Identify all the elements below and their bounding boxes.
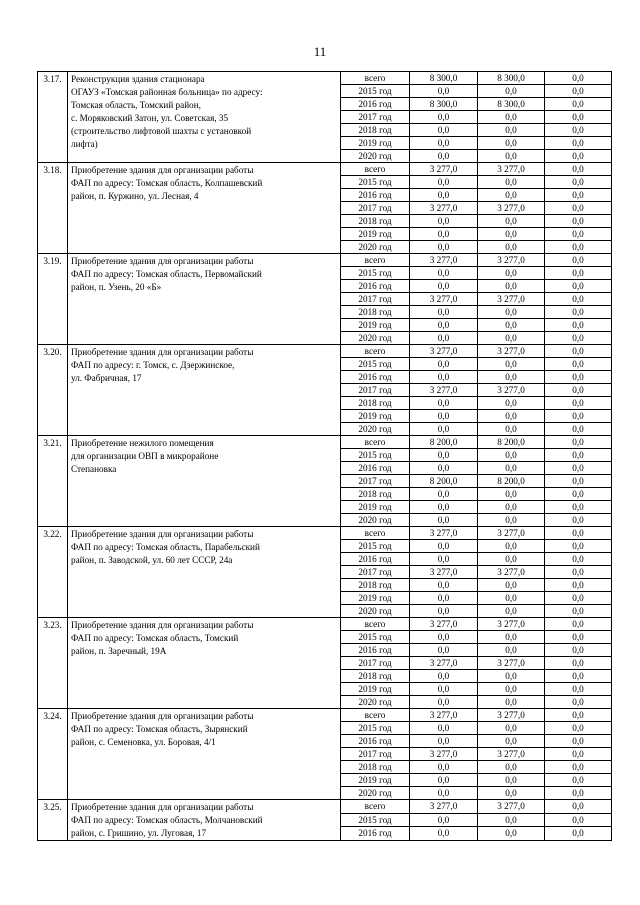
- period-cell: всего: [341, 800, 410, 814]
- total-value-cell: 0,0: [410, 579, 478, 592]
- budget-value-cell: 8 200,0: [478, 436, 545, 449]
- total-value-cell: 8 200,0: [410, 475, 478, 488]
- budget-value-cell: 0,0: [478, 592, 545, 605]
- total-value-cell: 0,0: [410, 371, 478, 384]
- period-cell: всего: [341, 618, 410, 631]
- period-cell: 2017 год: [341, 748, 410, 761]
- total-value-cell: 0,0: [410, 827, 478, 841]
- budget-value-cell: 3 277,0: [478, 709, 545, 722]
- other-value-cell: 0,0: [545, 579, 612, 592]
- other-value-cell: 0,0: [545, 800, 612, 814]
- other-value-cell: 0,0: [545, 111, 612, 124]
- budget-table: [37, 71, 612, 841]
- period-cell: 2017 год: [341, 384, 410, 397]
- total-value-cell: 0,0: [410, 280, 478, 293]
- other-value-cell: 0,0: [545, 696, 612, 709]
- other-value-cell: 0,0: [545, 644, 612, 657]
- budget-value-cell: 3 277,0: [478, 657, 545, 670]
- total-value-cell: 0,0: [410, 605, 478, 618]
- other-value-cell: 0,0: [545, 228, 612, 241]
- total-value-cell: 3 277,0: [410, 618, 478, 631]
- total-value-cell: 8 200,0: [410, 436, 478, 449]
- budget-value-cell: 8 300,0: [478, 72, 545, 85]
- other-value-cell: 0,0: [545, 761, 612, 774]
- period-cell: 2017 год: [341, 657, 410, 670]
- total-value-cell: 0,0: [410, 462, 478, 475]
- total-value-cell: 0,0: [410, 813, 478, 827]
- period-cell: всего: [341, 527, 410, 540]
- total-value-cell: 0,0: [410, 111, 478, 124]
- description-line: Приобретение нежилого помещения: [71, 438, 214, 448]
- total-value-cell: 0,0: [410, 85, 478, 98]
- period-cell: 2016 год: [341, 462, 410, 475]
- period-cell: 2015 год: [341, 813, 410, 827]
- item-description: [68, 618, 341, 709]
- other-value-cell: 0,0: [545, 709, 612, 722]
- other-value-cell: 0,0: [545, 384, 612, 397]
- item-number: 3.22.: [38, 527, 68, 618]
- other-value-cell: 0,0: [545, 748, 612, 761]
- other-value-cell: 0,0: [545, 566, 612, 579]
- total-value-cell: 0,0: [410, 735, 478, 748]
- period-cell: 2019 год: [341, 228, 410, 241]
- budget-value-cell: 0,0: [478, 267, 545, 280]
- other-value-cell: 0,0: [545, 189, 612, 202]
- total-value-cell: 3 277,0: [410, 527, 478, 540]
- other-value-cell: 0,0: [545, 618, 612, 631]
- other-value-cell: 0,0: [545, 137, 612, 150]
- budget-value-cell: 3 277,0: [478, 293, 545, 306]
- other-value-cell: 0,0: [545, 332, 612, 345]
- other-value-cell: 0,0: [545, 813, 612, 827]
- item-description: [68, 345, 341, 436]
- total-value-cell: 0,0: [410, 449, 478, 462]
- period-cell: всего: [341, 709, 410, 722]
- other-value-cell: 0,0: [545, 787, 612, 800]
- description-line: ФАП по адресу: Томская область, Томский: [71, 632, 239, 643]
- other-value-cell: 0,0: [545, 449, 612, 462]
- other-value-cell: 0,0: [545, 683, 612, 696]
- total-value-cell: 3 277,0: [410, 163, 478, 176]
- period-cell: 2017 год: [341, 475, 410, 488]
- budget-value-cell: 0,0: [478, 358, 545, 371]
- description-line: ФАП по адресу: Томская область, Колпашевский: [71, 177, 263, 188]
- other-value-cell: 0,0: [545, 241, 612, 254]
- other-value-cell: 0,0: [545, 85, 612, 98]
- total-value-cell: 0,0: [410, 488, 478, 501]
- period-cell: 2018 год: [341, 397, 410, 410]
- total-value-cell: 3 277,0: [410, 345, 478, 358]
- budget-value-cell: 0,0: [478, 228, 545, 241]
- other-value-cell: 0,0: [545, 345, 612, 358]
- total-value-cell: 0,0: [410, 267, 478, 280]
- budget-value-cell: 3 277,0: [478, 384, 545, 397]
- total-value-cell: 3 277,0: [410, 254, 478, 267]
- total-value-cell: 3 277,0: [410, 202, 478, 215]
- other-value-cell: 0,0: [545, 631, 612, 644]
- item-number: 3.23.: [38, 618, 68, 709]
- budget-value-cell: 0,0: [478, 787, 545, 800]
- period-cell: всего: [341, 345, 410, 358]
- budget-value-cell: 8 200,0: [478, 475, 545, 488]
- total-value-cell: 3 277,0: [410, 748, 478, 761]
- budget-value-cell: 0,0: [478, 111, 545, 124]
- total-value-cell: 0,0: [410, 501, 478, 514]
- period-cell: 2015 год: [341, 631, 410, 644]
- budget-value-cell: 0,0: [478, 306, 545, 319]
- other-value-cell: 0,0: [545, 306, 612, 319]
- period-cell: 2019 год: [341, 410, 410, 423]
- total-value-cell: 0,0: [410, 150, 478, 163]
- table-row: [38, 800, 612, 814]
- total-value-cell: 0,0: [410, 644, 478, 657]
- period-cell: 2018 год: [341, 579, 410, 592]
- period-cell: 2020 год: [341, 241, 410, 254]
- other-value-cell: 0,0: [545, 436, 612, 449]
- description-line: район, п. Заречный, 19А: [71, 645, 167, 656]
- other-value-cell: 0,0: [545, 592, 612, 605]
- budget-value-cell: 3 277,0: [478, 748, 545, 761]
- period-cell: 2017 год: [341, 566, 410, 579]
- other-value-cell: 0,0: [545, 501, 612, 514]
- budget-value-cell: 3 277,0: [478, 254, 545, 267]
- description-line: ФАП по адресу: Томская область, Парабельский: [71, 541, 260, 552]
- period-cell: 2016 год: [341, 827, 410, 841]
- period-cell: всего: [341, 163, 410, 176]
- description-line: Приобретение здания для организации работы: [71, 802, 254, 812]
- other-value-cell: 0,0: [545, 254, 612, 267]
- total-value-cell: 0,0: [410, 696, 478, 709]
- period-cell: всего: [341, 72, 410, 85]
- budget-value-cell: 0,0: [478, 280, 545, 293]
- period-cell: 2020 год: [341, 514, 410, 527]
- item-number: 3.19.: [38, 254, 68, 345]
- period-cell: 2017 год: [341, 202, 410, 215]
- table-row: [38, 72, 612, 85]
- description-line: Приобретение здания для организации работы: [71, 529, 254, 539]
- period-cell: 2020 год: [341, 696, 410, 709]
- total-value-cell: 0,0: [410, 241, 478, 254]
- other-value-cell: 0,0: [545, 605, 612, 618]
- budget-value-cell: 0,0: [478, 540, 545, 553]
- period-cell: 2018 год: [341, 670, 410, 683]
- period-cell: 2020 год: [341, 787, 410, 800]
- budget-value-cell: 0,0: [478, 423, 545, 436]
- budget-value-cell: 0,0: [478, 722, 545, 735]
- other-value-cell: 0,0: [545, 267, 612, 280]
- total-value-cell: 0,0: [410, 787, 478, 800]
- total-value-cell: 0,0: [410, 306, 478, 319]
- budget-value-cell: 0,0: [478, 85, 545, 98]
- total-value-cell: 0,0: [410, 410, 478, 423]
- period-cell: 2015 год: [341, 176, 410, 189]
- other-value-cell: 0,0: [545, 280, 612, 293]
- description-line: Приобретение здания для организации работы: [71, 347, 254, 357]
- item-number: 3.17.: [38, 72, 68, 163]
- table-row: [38, 254, 612, 267]
- period-cell: 2019 год: [341, 774, 410, 787]
- page-number: 11: [313, 44, 327, 59]
- other-value-cell: 0,0: [545, 202, 612, 215]
- budget-value-cell: 0,0: [478, 631, 545, 644]
- total-value-cell: 0,0: [410, 553, 478, 566]
- other-value-cell: 0,0: [545, 462, 612, 475]
- description-line: район, с. Гришино, ул. Луговая, 17: [71, 827, 207, 838]
- period-cell: 2020 год: [341, 150, 410, 163]
- total-value-cell: 0,0: [410, 540, 478, 553]
- description-line: ФАП по адресу: Томская область, Молчановский: [71, 814, 263, 825]
- period-cell: 2015 год: [341, 358, 410, 371]
- period-cell: 2016 год: [341, 280, 410, 293]
- description-line: район, п. Куржино, ул. Лесная, 4: [71, 190, 199, 201]
- period-cell: 2015 год: [341, 449, 410, 462]
- item-description: [68, 72, 341, 163]
- budget-value-cell: 3 277,0: [478, 618, 545, 631]
- other-value-cell: 0,0: [545, 527, 612, 540]
- total-value-cell: 3 277,0: [410, 800, 478, 814]
- period-cell: 2015 год: [341, 540, 410, 553]
- item-number: 3.20.: [38, 345, 68, 436]
- period-cell: 2016 год: [341, 644, 410, 657]
- budget-value-cell: 0,0: [478, 137, 545, 150]
- total-value-cell: 3 277,0: [410, 566, 478, 579]
- description-line: район, с. Семеновка, ул. Боровая, 4/1: [71, 736, 216, 747]
- other-value-cell: 0,0: [545, 98, 612, 111]
- item-number: 3.25.: [38, 800, 68, 841]
- description-line: ФАП по адресу: Томская область, Зырянский: [71, 723, 248, 734]
- total-value-cell: 0,0: [410, 592, 478, 605]
- other-value-cell: 0,0: [545, 176, 612, 189]
- budget-value-cell: 0,0: [478, 332, 545, 345]
- budget-value-cell: 0,0: [478, 150, 545, 163]
- budget-value-cell: 8 300,0: [478, 98, 545, 111]
- budget-value-cell: 3 277,0: [478, 345, 545, 358]
- other-value-cell: 0,0: [545, 293, 612, 306]
- other-value-cell: 0,0: [545, 735, 612, 748]
- description-line: Приобретение здания для организации работы: [71, 620, 254, 630]
- description-line: ул. Фабричная, 17: [71, 372, 142, 383]
- description-line: с. Моряковский Затон, ул. Советская, 35: [71, 112, 229, 123]
- budget-value-cell: 3 277,0: [478, 566, 545, 579]
- total-value-cell: 3 277,0: [410, 384, 478, 397]
- total-value-cell: 3 277,0: [410, 293, 478, 306]
- other-value-cell: 0,0: [545, 72, 612, 85]
- total-value-cell: 0,0: [410, 189, 478, 202]
- period-cell: всего: [341, 254, 410, 267]
- total-value-cell: 8 300,0: [410, 98, 478, 111]
- other-value-cell: 0,0: [545, 827, 612, 841]
- total-value-cell: 0,0: [410, 514, 478, 527]
- total-value-cell: 0,0: [410, 137, 478, 150]
- budget-value-cell: 0,0: [478, 462, 545, 475]
- budget-value-cell: 0,0: [478, 644, 545, 657]
- other-value-cell: 0,0: [545, 514, 612, 527]
- period-cell: 2019 год: [341, 319, 410, 332]
- other-value-cell: 0,0: [545, 371, 612, 384]
- table-row: [38, 709, 612, 722]
- other-value-cell: 0,0: [545, 774, 612, 787]
- budget-value-cell: 0,0: [478, 410, 545, 423]
- item-description: [68, 527, 341, 618]
- description-line: Степановка: [71, 463, 117, 474]
- total-value-cell: 0,0: [410, 722, 478, 735]
- budget-value-cell: 3 277,0: [478, 800, 545, 814]
- period-cell: 2019 год: [341, 592, 410, 605]
- budget-value-cell: 0,0: [478, 774, 545, 787]
- description-line: для организации ОВП в микрорайоне: [71, 450, 219, 461]
- description-line: ФАП по адресу: г. Томск, с. Дзержинское,: [71, 359, 235, 370]
- other-value-cell: 0,0: [545, 423, 612, 436]
- budget-value-cell: 3 277,0: [478, 527, 545, 540]
- item-number: 3.21.: [38, 436, 68, 527]
- other-value-cell: 0,0: [545, 150, 612, 163]
- description-line: ФАП по адресу: Томская область, Первомайский: [71, 268, 262, 279]
- period-cell: 2017 год: [341, 293, 410, 306]
- budget-value-cell: 0,0: [478, 813, 545, 827]
- budget-value-cell: 0,0: [478, 670, 545, 683]
- table-row: [38, 527, 612, 540]
- budget-value-cell: 0,0: [478, 189, 545, 202]
- total-value-cell: 3 277,0: [410, 657, 478, 670]
- other-value-cell: 0,0: [545, 540, 612, 553]
- budget-value-cell: 0,0: [478, 371, 545, 384]
- period-cell: 2016 год: [341, 735, 410, 748]
- other-value-cell: 0,0: [545, 410, 612, 423]
- other-value-cell: 0,0: [545, 553, 612, 566]
- period-cell: 2020 год: [341, 423, 410, 436]
- description-line: Томская область, Томский район,: [71, 99, 201, 110]
- budget-value-cell: 0,0: [478, 319, 545, 332]
- period-cell: 2019 год: [341, 137, 410, 150]
- other-value-cell: 0,0: [545, 319, 612, 332]
- other-value-cell: 0,0: [545, 475, 612, 488]
- other-value-cell: 0,0: [545, 358, 612, 371]
- budget-value-cell: 0,0: [478, 553, 545, 566]
- other-value-cell: 0,0: [545, 215, 612, 228]
- item-description: [68, 709, 341, 800]
- period-cell: 2018 год: [341, 761, 410, 774]
- total-value-cell: 0,0: [410, 670, 478, 683]
- other-value-cell: 0,0: [545, 657, 612, 670]
- description-line: Приобретение здания для организации работы: [71, 256, 254, 266]
- budget-value-cell: 0,0: [478, 449, 545, 462]
- other-value-cell: 0,0: [545, 163, 612, 176]
- budget-value-cell: 0,0: [478, 605, 545, 618]
- item-description: [68, 800, 341, 841]
- period-cell: 2018 год: [341, 124, 410, 137]
- total-value-cell: 0,0: [410, 423, 478, 436]
- period-cell: 2019 год: [341, 683, 410, 696]
- description-line: лифта): [71, 138, 98, 149]
- other-value-cell: 0,0: [545, 722, 612, 735]
- other-value-cell: 0,0: [545, 397, 612, 410]
- item-description: [68, 254, 341, 345]
- budget-value-cell: 0,0: [478, 176, 545, 189]
- item-number: 3.24.: [38, 709, 68, 800]
- budget-value-cell: 0,0: [478, 215, 545, 228]
- description-line: район, п. Узень, 20 «Б»: [71, 281, 162, 292]
- total-value-cell: 8 300,0: [410, 72, 478, 85]
- item-number: 3.18.: [38, 163, 68, 254]
- total-value-cell: 0,0: [410, 761, 478, 774]
- period-cell: 2015 год: [341, 722, 410, 735]
- total-value-cell: 0,0: [410, 332, 478, 345]
- total-value-cell: 0,0: [410, 176, 478, 189]
- budget-value-cell: 0,0: [478, 696, 545, 709]
- description-line: район, п. Заводской, ул. 60 лет СССР, 24а: [71, 554, 233, 565]
- budget-value-cell: 0,0: [478, 241, 545, 254]
- period-cell: 2016 год: [341, 98, 410, 111]
- table-row: [38, 618, 612, 631]
- table-row: [38, 436, 612, 449]
- budget-value-cell: 0,0: [478, 735, 545, 748]
- other-value-cell: 0,0: [545, 124, 612, 137]
- description-line: ОГАУЗ «Томская районная больница» по адресу:: [71, 86, 263, 97]
- budget-value-cell: 0,0: [478, 579, 545, 592]
- total-value-cell: 3 277,0: [410, 709, 478, 722]
- budget-value-cell: 0,0: [478, 124, 545, 137]
- other-value-cell: 0,0: [545, 670, 612, 683]
- period-cell: 2020 год: [341, 605, 410, 618]
- total-value-cell: 0,0: [410, 631, 478, 644]
- budget-value-cell: 0,0: [478, 683, 545, 696]
- total-value-cell: 0,0: [410, 397, 478, 410]
- total-value-cell: 0,0: [410, 124, 478, 137]
- period-cell: 2016 год: [341, 189, 410, 202]
- total-value-cell: 0,0: [410, 215, 478, 228]
- period-cell: 2018 год: [341, 488, 410, 501]
- total-value-cell: 0,0: [410, 228, 478, 241]
- description-line: Приобретение здания для организации работы: [71, 711, 254, 721]
- period-cell: всего: [341, 436, 410, 449]
- period-cell: 2016 год: [341, 553, 410, 566]
- total-value-cell: 0,0: [410, 358, 478, 371]
- period-cell: 2015 год: [341, 267, 410, 280]
- other-value-cell: 0,0: [545, 488, 612, 501]
- budget-value-cell: 0,0: [478, 827, 545, 841]
- total-value-cell: 0,0: [410, 319, 478, 332]
- period-cell: 2018 год: [341, 215, 410, 228]
- table-row: [38, 163, 612, 176]
- description-line: (строительство лифтовой шахты с установкой: [71, 125, 252, 136]
- budget-value-cell: 3 277,0: [478, 163, 545, 176]
- total-value-cell: 0,0: [410, 774, 478, 787]
- budget-value-cell: 0,0: [478, 761, 545, 774]
- budget-value-cell: 0,0: [478, 514, 545, 527]
- period-cell: 2018 год: [341, 306, 410, 319]
- period-cell: 2019 год: [341, 501, 410, 514]
- description-line: Приобретение здания для организации работы: [71, 165, 254, 175]
- period-cell: 2020 год: [341, 332, 410, 345]
- budget-value-cell: 3 277,0: [478, 202, 545, 215]
- budget-value-cell: 0,0: [478, 397, 545, 410]
- period-cell: 2017 год: [341, 111, 410, 124]
- period-cell: 2015 год: [341, 85, 410, 98]
- total-value-cell: 0,0: [410, 683, 478, 696]
- budget-value-cell: 0,0: [478, 501, 545, 514]
- table-row: [38, 345, 612, 358]
- item-description: [68, 163, 341, 254]
- period-cell: 2016 год: [341, 371, 410, 384]
- description-line: Реконструкция здания стационара: [71, 74, 205, 84]
- budget-value-cell: 0,0: [478, 488, 545, 501]
- item-description: [68, 436, 341, 527]
